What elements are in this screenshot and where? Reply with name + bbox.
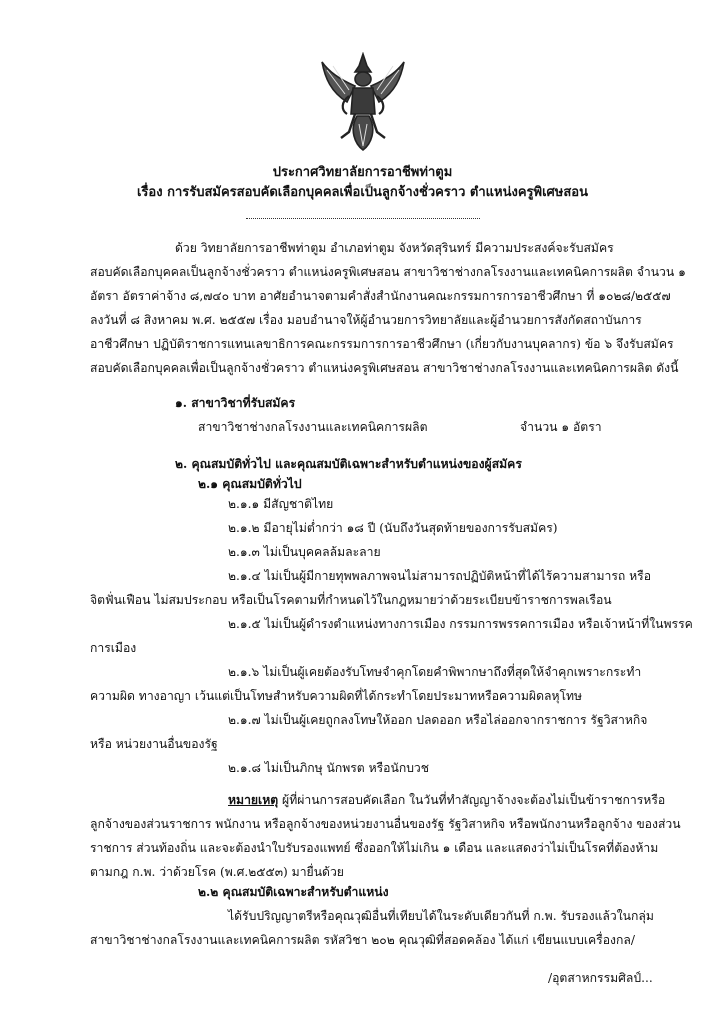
qualification-item: ความผิด ทางอาญา เว้นแต่เป็นโทษสำหรับความผิดที่ได้กระทำโดยประมาทหรือความผิดลหุโทษ <box>90 689 583 703</box>
qualification-item: ๒.๑.๔ ไม่เป็นผู้มีกายทุพพลภาพจนไม่สามารถปฏิบัติหน้าที่ได้ไร้ความสามารถ หรือ <box>228 569 652 583</box>
intro-line: สอบคัดเลือกบุคคลเป็นลูกจ้างชั่วคราว ตำแหน่งครูพิเศษสอน สาขาวิชาช่างกลโรงงานและเทคนิคการผลิต จำนวน ๑ <box>90 265 686 279</box>
garuda-emblem-icon <box>319 52 407 152</box>
announcement-title: ประกาศวิทยาลัยการอาชีพท่าตูม <box>272 165 453 180</box>
qualification-item: ๒.๑.๒ มีอายุไม่ต่ำกว่า ๑๘ ปี (นับถึงวันสุดท้ายของการรับสมัคร) <box>228 521 558 535</box>
note-line <box>228 792 665 808</box>
intro-line: ด้วย วิทยาลัยการอาชีพท่าตูม อำเภอท่าตูม จังหวัดสุรินทร์ มีความประสงค์จะรับสมัคร <box>175 241 614 255</box>
qualification-item: ๒.๑.๓ ไม่เป็นบุคคลล้มละลาย <box>228 545 381 559</box>
note-line: ราชการ ส่วนท้องถิ่น และจะต้องนำใบรับรองแพทย์ ซึ่งออกให้ไม่เกิน ๑ เดือน และแสดงว่าไม่เป็นโรคที่ต้องห้าม <box>90 841 659 855</box>
section-2-2-heading: ๒.๒ คุณสมบัติเฉพาะสำหรับตำแหน่ง <box>198 885 389 899</box>
qualification-item: ๒.๑.๘ ไม่เป็นภิกษุ นักพรต หรือนักบวช <box>228 761 430 775</box>
specific-qualification-line: สาขาวิชาช่างกลโรงงานและเทคนิคการผลิต รหัสวิชา ๒๐๒ คุณวุฒิที่สอดคล้อง ได้แก่ เขียนแบบเครื่องกล/ <box>90 933 635 947</box>
section-1-field: สาขาวิชาช่างกลโรงงานและเทคนิคการผลิต <box>198 420 428 434</box>
qualification-item: ๒.๑.๕ ไม่เป็นผู้ดำรงตำแหน่งทางการเมือง กรรมการพรรคการเมือง หรือเจ้าหน้าที่ในพรรค <box>228 617 693 631</box>
qualification-item: ๒.๑.๑ มีสัญชาติไทย <box>228 497 334 511</box>
section-2-heading: ๒. คุณสมบัติทั่วไป และคุณสมบัติเฉพาะสำหรับตำแหน่งของผู้สมัคร <box>175 457 522 471</box>
qualification-item: ๒.๑.๖ ไม่เป็นผู้เคยต้องรับโทษจำคุกโดยคำพิพากษาถึงที่สุดให้จำคุกเพราะกระทำ <box>228 665 642 679</box>
title-divider <box>246 218 480 219</box>
continuation-marker: /อุตสาหกรรมศิลป์... <box>548 971 653 985</box>
note-line: ลูกจ้างของส่วนราชการ พนักงาน หรือลูกจ้างของหน่วยงานอื่นของรัฐ รัฐวิสาหกิจ หรือพนักงานหรือลูกจ้าง ของส่วน <box>90 817 681 831</box>
qualification-item: จิตฟั่นเฟือน ไม่สมประกอบ หรือเป็นโรคตามที่กำหนดไว้ในกฎหมายว่าด้วยระเบียบข้าราชการพลเรือน <box>90 593 612 607</box>
qualification-item: การเมือง <box>90 641 137 655</box>
qualification-item: หรือ หน่วยงานอื่นของรัฐ <box>90 737 218 751</box>
intro-line: สอบคัดเลือกบุคคลเพื่อเป็นลูกจ้างชั่วคราว ตำแหน่งครูพิเศษสอน สาขาวิชาช่างกลโรงงานและเทคนิคการผลิต ดังนี้ <box>90 361 679 375</box>
section-1-count: จำนวน ๑ อัตรา <box>520 420 602 434</box>
intro-line: อาชีวศึกษา ปฏิบัติราชการแทนเลขาธิการคณะกรรมการการอาชีวศึกษา (เกี่ยวกับงานบุคลากร) ข้อ ๖ จึงรับสมัคร <box>90 337 674 351</box>
note-label: หมายเหตุ <box>228 793 279 807</box>
section-1-heading: ๑. สาขาวิชาที่รับสมัคร <box>175 396 296 410</box>
announcement-subject: เรื่อง การรับสมัครสอบคัดเลือกบุคคลเพื่อเป็นลูกจ้างชั่วคราว ตำแหน่งครูพิเศษสอน <box>136 185 588 200</box>
note-text: ผู้ที่ผ่านการสอบคัดเลือก ในวันที่ทำสัญญาจ้างจะต้องไม่เป็นข้าราชการหรือ <box>282 793 666 807</box>
intro-line: ลงวันที่ ๘ สิงหาคม พ.ศ. ๒๕๕๗ เรื่อง มอบอำนาจให้ผู้อำนวยการวิทยาลัยและผู้อำนวยการสังกัดสถาบันการ <box>90 313 642 327</box>
intro-line: อัตรา อัตราค่าจ้าง ๘,๗๔๐ บาท อาศัยอำนาจตามคำสั่งสำนักงานคณะกรรมการการอาชีวศึกษา ที่ ๑๐๒๘/๒๕๕๗ <box>90 289 671 303</box>
qualification-item: ๒.๑.๗ ไม่เป็นผู้เคยถูกลงโทษให้ออก ปลดออก หรือไล่ออกจากราชการ รัฐวิสาหกิจ <box>228 713 648 727</box>
section-2-1-heading: ๒.๑ คุณสมบัติทั่วไป <box>198 477 302 491</box>
specific-qualification-line: ได้รับปริญญาตรีหรือคุณวุฒิอื่นที่เทียบได้ในระดับเดียวกันที่ ก.พ. รับรองแล้วในกลุ่ม <box>228 909 654 923</box>
note-line: ตามกฎ ก.พ. ว่าด้วยโรค (พ.ศ.๒๕๕๓) มายื่นด้วย <box>90 865 344 879</box>
